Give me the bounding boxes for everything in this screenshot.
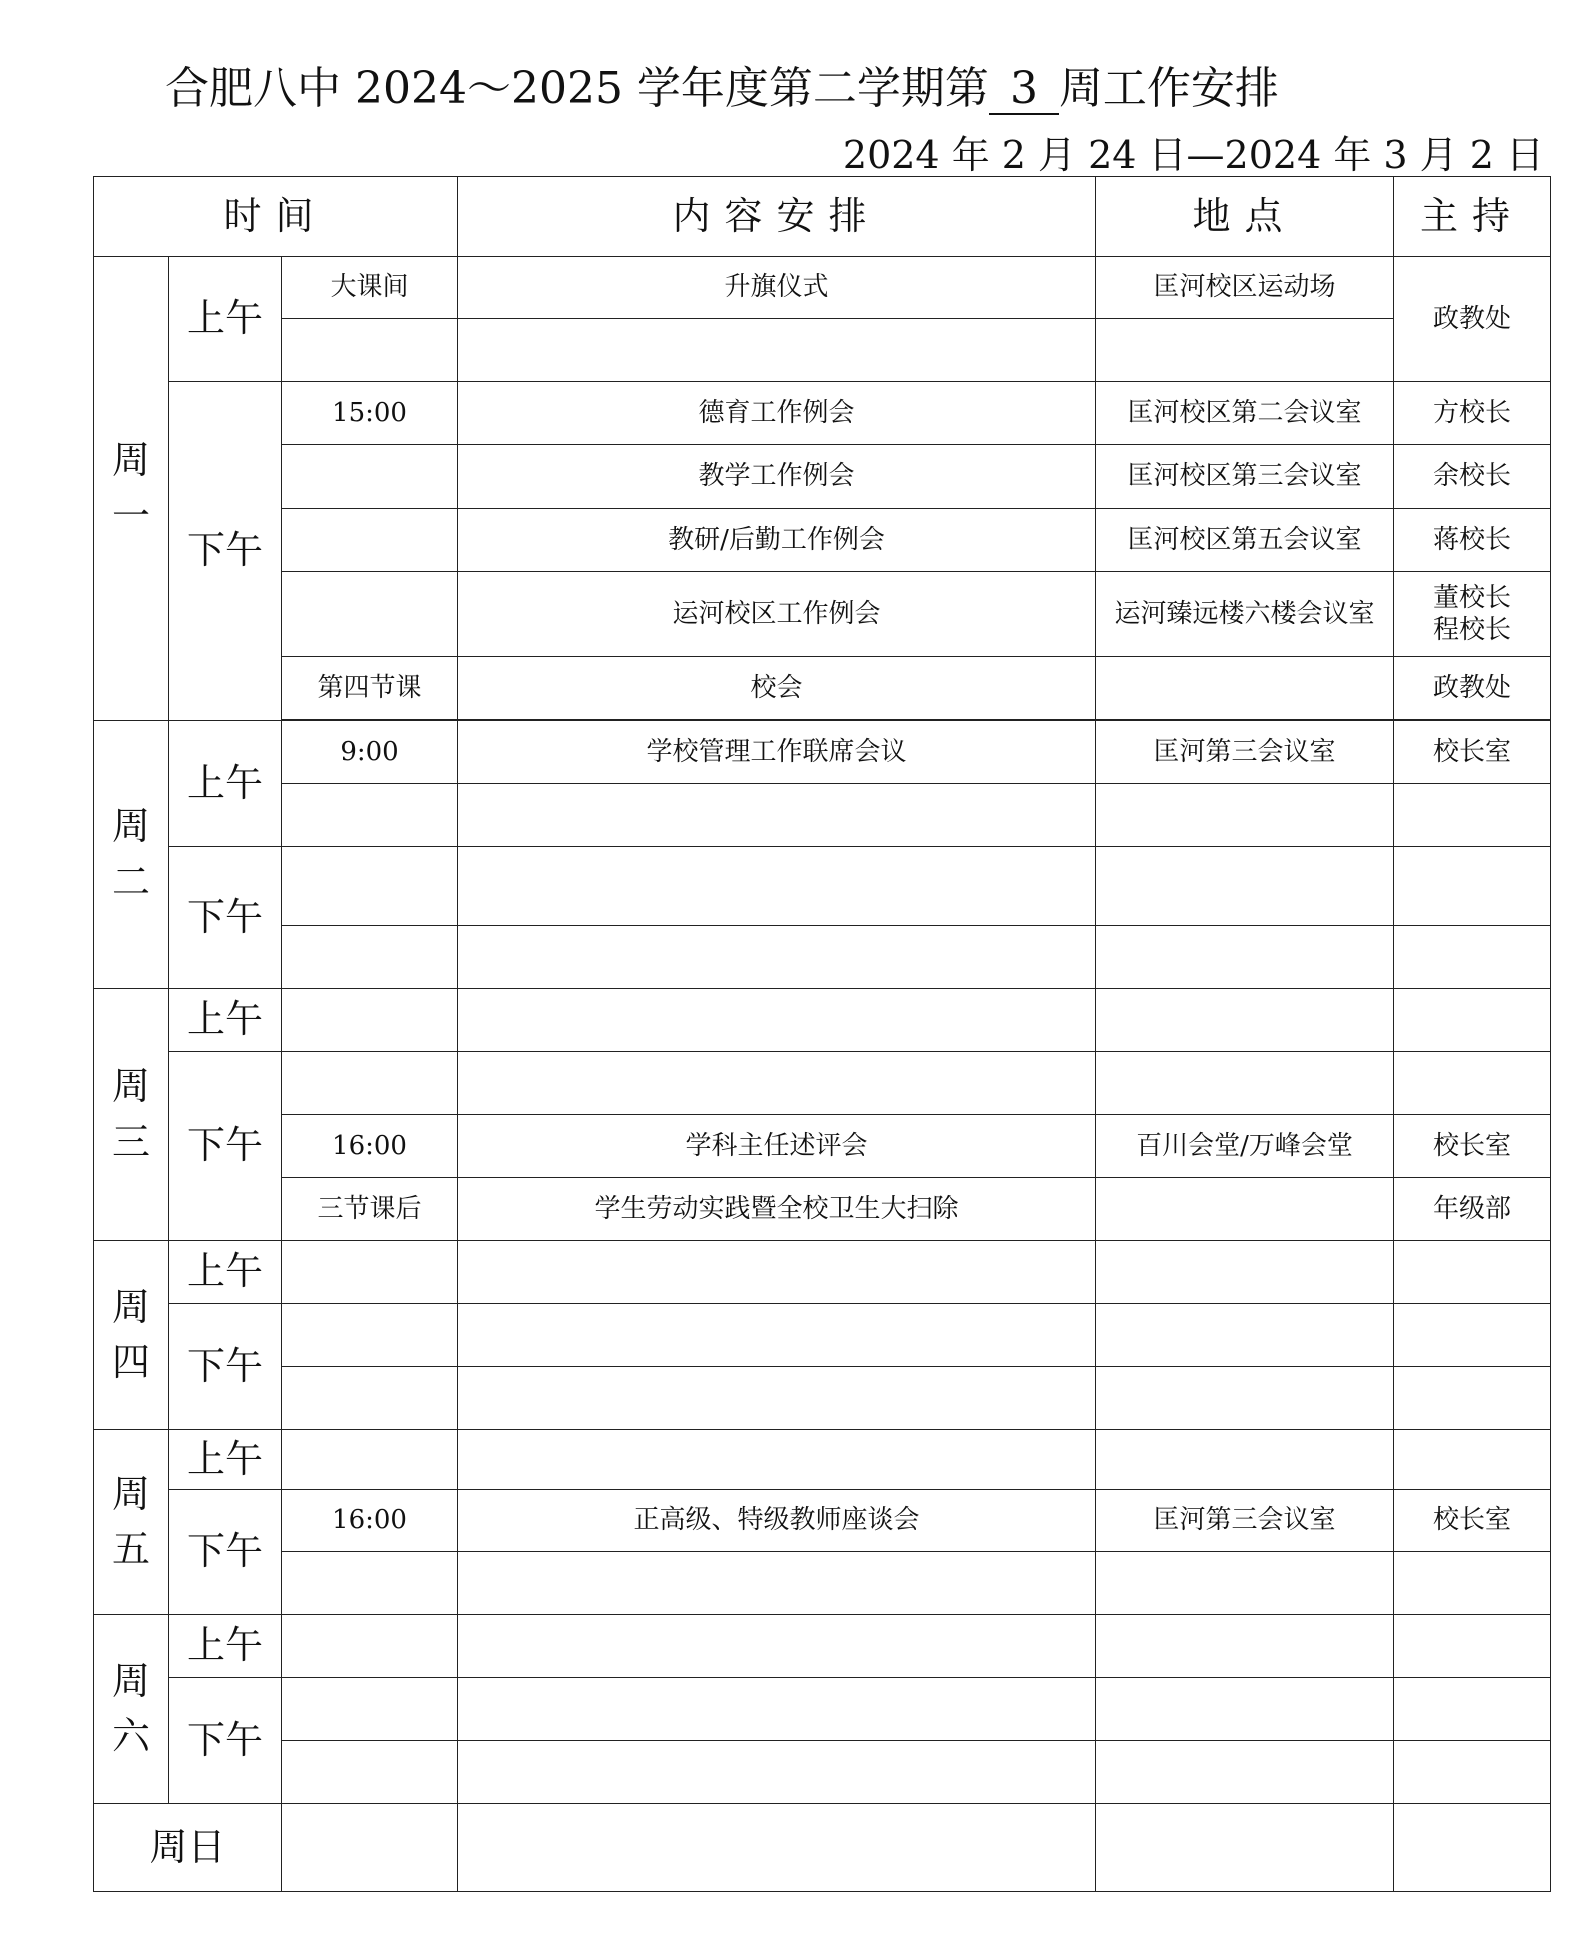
cell-host: 余校长 [1394,445,1551,509]
table-row [94,1178,1551,1241]
cell-place: 匡河校区第三会议室 [1096,445,1394,509]
table-row [94,721,1551,784]
cell-content: 教研/后勤工作例会 [458,509,1096,572]
period-pm: 下午 [169,1052,282,1241]
table-row [94,1115,1551,1178]
table-row [94,989,1551,1052]
day-saturday: 周 六 [94,1615,169,1804]
cell-content: 学校管理工作联席会议 [458,721,1096,784]
cell-host: 校长室 [1394,1115,1551,1178]
period-pm: 下午 [169,382,282,721]
table-row [94,257,1551,319]
cell-place: 匡河第三会议室 [1096,1490,1394,1552]
cell-host: 年级部 [1394,1178,1551,1241]
cell-place: 匡河校区第二会议室 [1096,382,1394,445]
cell-place: 匡河校区第五会议室 [1096,509,1394,572]
table-row [94,926,1551,989]
table-row [94,1241,1551,1304]
cell-time: 第四节课 [282,657,458,720]
date-range: 2024 年 2 月 24 日—2024 年 3 月 2 日 [842,133,1544,177]
table-row [94,509,1551,572]
cell-host: 校长室 [1394,1490,1551,1552]
title-suffix: 周工作安排 [1058,63,1279,114]
cell-host: 政教处 [1394,257,1551,382]
period-am: 上午 [169,257,282,382]
table-row [94,1304,1551,1367]
table-row [94,1741,1551,1804]
cell-time: 大课间 [282,257,458,319]
cell-place: 匡河第三会议室 [1096,721,1394,784]
cell-host: 董校长 程校长 [1394,572,1551,657]
table-row [94,657,1551,720]
cell-place [1096,1178,1394,1241]
cell-time [282,445,458,509]
cell-host: 政教处 [1394,657,1551,720]
cell-time: 16:00 [282,1115,458,1178]
table-row [94,1490,1551,1552]
cell-content: 学科主任述评会 [458,1115,1096,1178]
title-prefix: 合肥八中 2024～2025 学年度第二学期第 [165,63,989,114]
table-row [94,847,1551,926]
cell-content: 校会 [458,657,1096,720]
table-row [94,572,1551,657]
cell-content: 学生劳动实践暨全校卫生大扫除 [458,1178,1096,1241]
cell-content: 正高级、特级教师座谈会 [458,1490,1096,1552]
table-row [94,784,1551,847]
cell-content [458,319,1096,382]
period-pm: 下午 [169,1678,282,1804]
day-wednesday: 周 三 [94,989,169,1241]
cell-time [282,509,458,572]
table-row [94,1615,1551,1678]
header-time: 时间 [94,177,458,257]
cell-host: 蒋校长 [1394,509,1551,572]
cell-time [282,572,458,657]
cell-place [1096,657,1394,720]
table-row [94,1430,1551,1490]
period-am: 上午 [169,1430,282,1490]
period-am: 上午 [169,721,282,847]
week-number: 3 [989,65,1059,115]
period-am: 上午 [169,989,282,1052]
table-row [94,1367,1551,1430]
schedule-table [93,176,1551,1892]
header-host: 主持 [1394,177,1551,257]
table-row [94,1804,1551,1892]
cell-host: 校长室 [1394,721,1551,784]
table-row [94,445,1551,509]
cell-time: 16:00 [282,1490,458,1552]
cell-place [1096,319,1394,382]
cell-place: 运河臻远楼六楼会议室 [1096,572,1394,657]
cell-content: 升旗仪式 [458,257,1096,319]
day-tuesday: 周 二 [94,721,169,989]
header-row [94,177,1551,257]
cell-content: 德育工作例会 [458,382,1096,445]
period-am: 上午 [169,1241,282,1304]
cell-content: 教学工作例会 [458,445,1096,509]
period-pm: 下午 [169,847,282,989]
period-pm: 下午 [169,1490,282,1615]
table-row [94,319,1551,382]
cell-time [282,319,458,382]
cell-host: 方校长 [1394,382,1551,445]
header-content: 内容安排 [458,177,1096,257]
cell-place: 匡河校区运动场 [1096,257,1394,319]
table-row [94,1052,1551,1115]
page-title [165,52,1279,116]
table-row [94,1678,1551,1741]
table-row [94,1552,1551,1615]
table-row [94,382,1551,445]
day-friday: 周 五 [94,1430,169,1615]
cell-time: 三节课后 [282,1178,458,1241]
cell-content: 运河校区工作例会 [458,572,1096,657]
day-monday: 周 一 [94,257,169,721]
header-place: 地点 [1096,177,1394,257]
period-pm: 下午 [169,1304,282,1430]
day-thursday: 周 四 [94,1241,169,1430]
day-sunday: 周日 [94,1804,282,1892]
period-am: 上午 [169,1615,282,1678]
cell-time: 15:00 [282,382,458,445]
cell-time: 9:00 [282,721,458,784]
cell-place: 百川会堂/万峰会堂 [1096,1115,1394,1178]
